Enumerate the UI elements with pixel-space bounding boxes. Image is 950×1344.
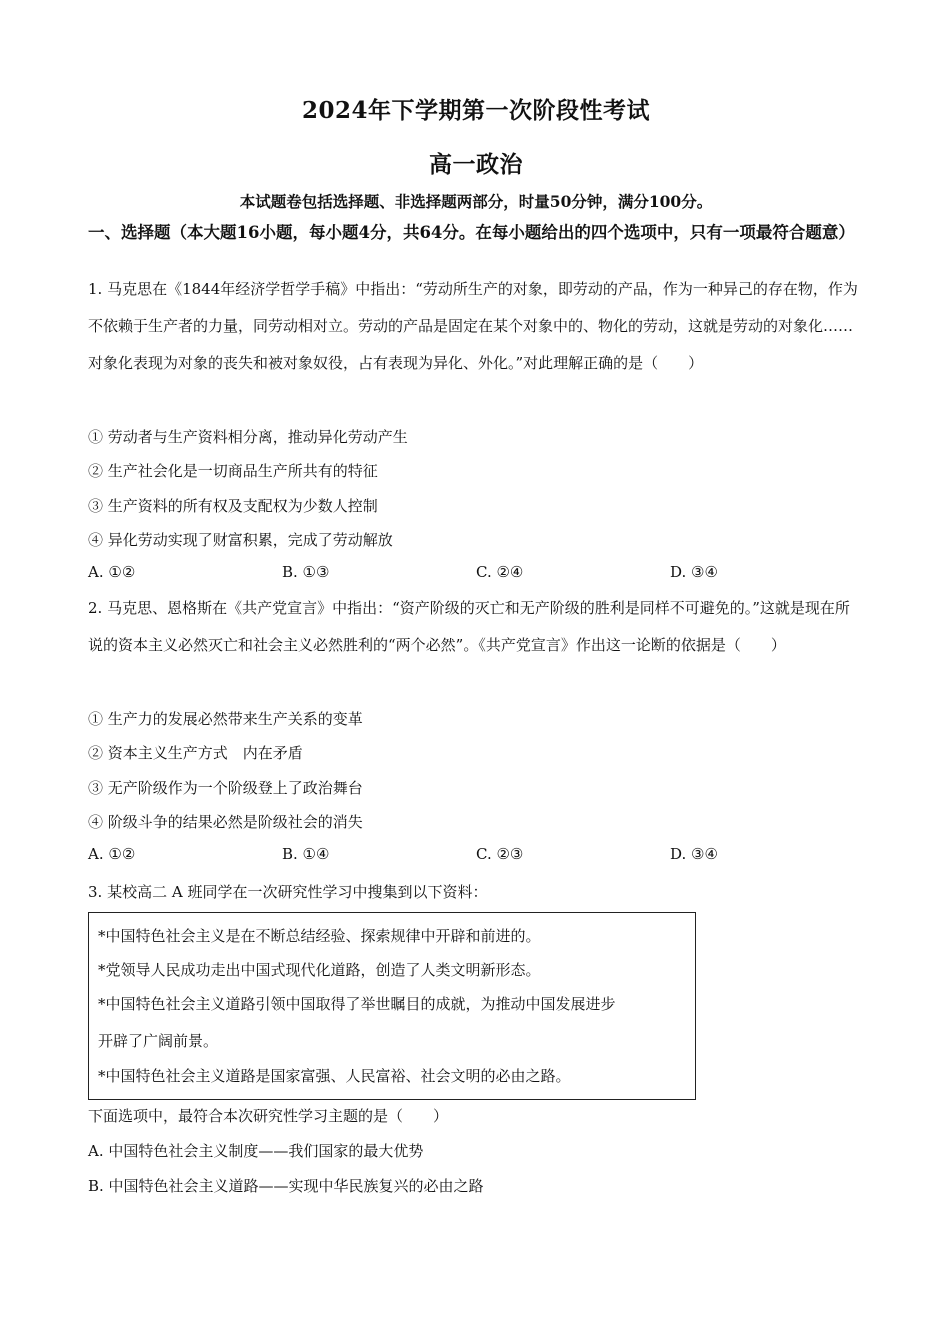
question-1-stem: 1. 马克思在《1844年经济学哲学手稿》中指出：“劳动所生产的对象，即劳动的产品，作为一种异己的存在物，作为不依赖于生产者的力量，同劳动相对立。劳动的产品是固定在某个对象中的、物化的劳动，这就是劳动的对象化……对象化表现为对象的丧失和被对象奴役，占有表现为异化、外化。”对此理解正确的是（ ） xyxy=(88,280,858,372)
question-1-item: ① 劳动者与生产资料相分离，推动异化劳动产生 xyxy=(88,428,408,446)
exam-title: 2024年下学期第一次阶段性考试 xyxy=(301,97,650,124)
question-2-item: ④ 阶级斗争的结果必然是阶级社会的消失 xyxy=(88,813,363,831)
material-line: *中国特色社会主义是在不断总结经验、探索规律中开辟和前进的。 xyxy=(98,927,541,945)
option-b[interactable]: B. ①④ xyxy=(282,845,330,863)
exam-info: 本试题卷包括选择题、非选择题两部分，时量50分钟，满分100分。 xyxy=(239,192,713,211)
material-box xyxy=(88,912,696,1100)
option-c[interactable]: C. ②③ xyxy=(476,845,524,863)
option-a[interactable]: A. ①② xyxy=(88,845,136,863)
option-a[interactable]: A. ①② xyxy=(88,563,136,581)
question-2-item: ① 生产力的发展必然带来生产关系的变革 xyxy=(88,710,363,728)
option-b[interactable]: B. 中国特色社会主义道路——实现中华民族复兴的必由之路 xyxy=(88,1177,484,1195)
question-2-stem: 2. 马克思、恩格斯在《共产党宣言》中指出：“资产阶级的灭亡和无产阶级的胜利是同样不可避免的。”这就是现在所说的资本主义必然灭亡和社会主义必然胜利的“两个必然”。《共产党宣言》作出这一论断的依据是（ ） xyxy=(88,599,850,654)
section-heading: 一、选择题（本大题16小题，每小题4分，共64分。在每小题给出的四个选项中，只有一项最符合题意） xyxy=(88,223,855,242)
exam-subject: 高一政治 xyxy=(429,151,523,178)
question-1-options xyxy=(88,563,864,585)
question-2-options xyxy=(88,845,864,867)
question-3-prompt: 下面选项中，最符合本次研究性学习主题的是（ ） xyxy=(88,1107,449,1125)
option-c[interactable]: C. ②④ xyxy=(476,563,524,581)
material-line: *中国特色社会主义道路是国家富强、人民富裕、社会文明的必由之路。 xyxy=(98,1067,571,1085)
material-line: 开辟了广阔前景。 xyxy=(98,1032,219,1050)
question-1-item: ④ 异化劳动实现了财富积累，完成了劳动解放 xyxy=(88,531,393,549)
question-1-item: ② 生产社会化是一切商品生产所共有的特征 xyxy=(88,462,378,480)
option-b[interactable]: B. ①③ xyxy=(282,563,330,581)
option-d[interactable]: D. ③④ xyxy=(670,563,718,581)
material-line: *中国特色社会主义道路引领中国取得了举世瞩目的成就，为推动中国发展进步 xyxy=(98,995,616,1013)
question-3-stem: 3. 某校高二 A 班同学在一次研究性学习中搜集到以下资料： xyxy=(88,883,488,901)
option-d[interactable]: D. ③④ xyxy=(670,845,718,863)
question-2-item: ③ 无产阶级作为一个阶级登上了政治舞台 xyxy=(88,779,363,797)
material-line: *党领导人民成功走出中国式现代化道路，创造了人类文明新形态。 xyxy=(98,961,541,979)
option-a[interactable]: A. 中国特色社会主义制度——我们国家的最大优势 xyxy=(88,1142,424,1160)
question-2-item: ② 资本主义生产方式 内在矛盾 xyxy=(88,744,303,762)
question-1-item: ③ 生产资料的所有权及支配权为少数人控制 xyxy=(88,497,378,515)
